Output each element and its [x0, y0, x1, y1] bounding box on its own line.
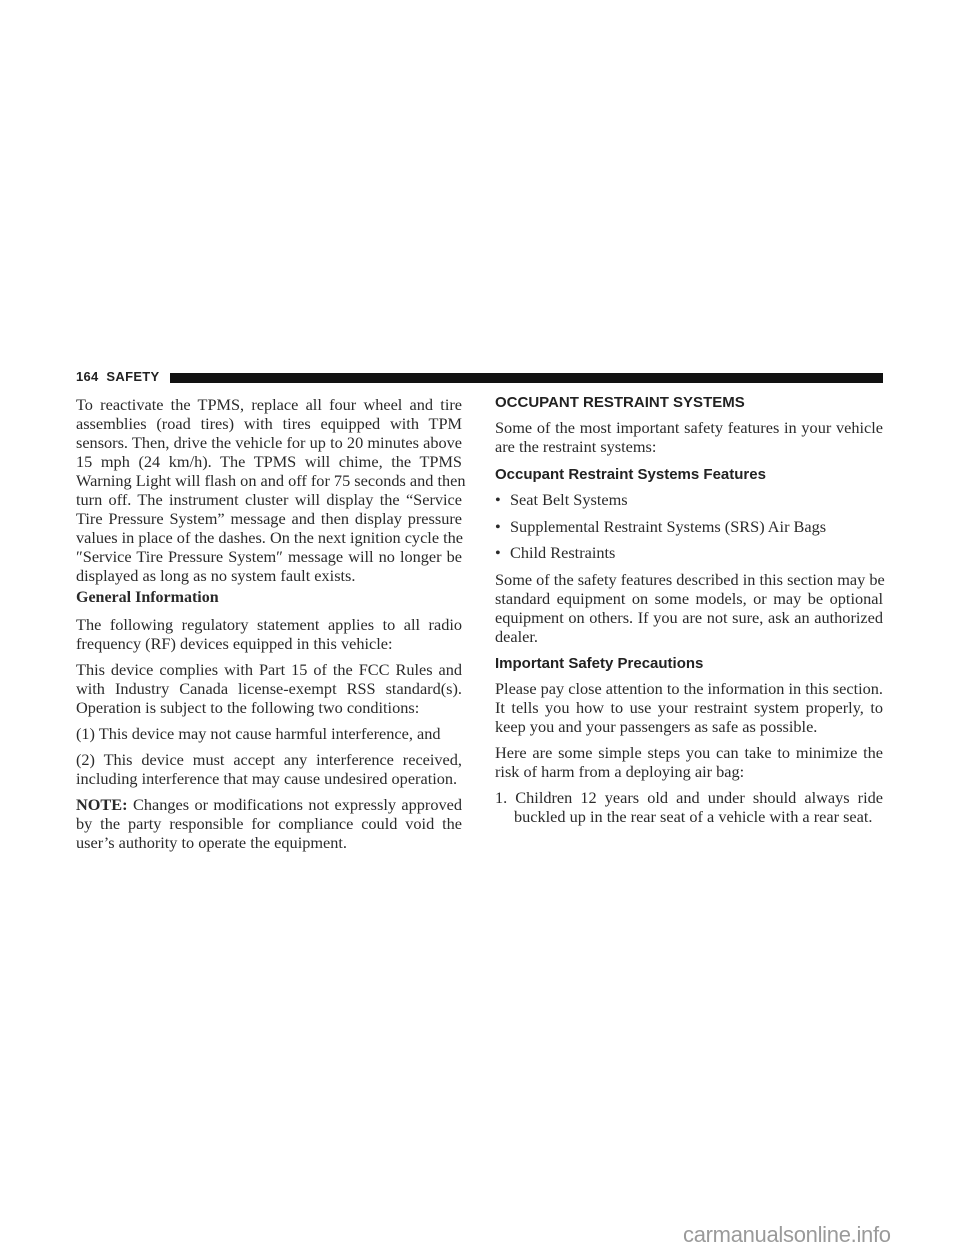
- text-line: equipment on others. If you are not sure, ask an authorized: [495, 608, 883, 627]
- text-line: sensors. Then, drive the vehicle for up to 20 minutes above: [76, 433, 462, 452]
- text-line: 1. Children 12 years old and under should always ride: [495, 788, 883, 807]
- paragraph-fcc: [76, 660, 462, 717]
- text-line: standard equipment on some models, or may be optional: [495, 589, 883, 608]
- text-line: buckled up in the rear seat of a vehicle with a rear seat.: [514, 807, 873, 826]
- text-line: Please pay close attention to the information in this section.: [495, 679, 883, 698]
- text-line: 15 mph (24 km/h). The TPMS will chime, the TPMS: [76, 452, 462, 471]
- bullet-item: [495, 517, 826, 536]
- text-line: displayed as long as no system fault exists.: [76, 566, 356, 585]
- note-label: NOTE:: [76, 795, 128, 814]
- paragraph-safety-features: [495, 570, 883, 646]
- text-line: risk of harm from a deploying air bag:: [495, 762, 745, 781]
- header-rule: [170, 373, 883, 383]
- text-line: by the party responsible for compliance could void the: [76, 814, 462, 833]
- bullet-item: [495, 490, 628, 509]
- text-line: assemblies (road tires) with tires equipped with TPM: [76, 414, 462, 433]
- bullet-text: Seat Belt Systems: [510, 490, 628, 509]
- text-line: Some of the safety features described in this section may be: [495, 570, 885, 589]
- watermark: carmanualsonline.info: [683, 1222, 891, 1247]
- precautions-heading: Important Safety Precautions: [495, 655, 704, 672]
- text-line: dealer.: [495, 627, 538, 646]
- text-line: The following regulatory statement applies to all radio: [76, 615, 462, 634]
- text-line: are the restraint systems:: [495, 437, 657, 456]
- bullet-icon: •: [495, 517, 501, 536]
- numbered-list-item-1: [495, 788, 883, 826]
- text-line: Here are some simple steps you can take to minimize the: [495, 743, 883, 762]
- text-line: ″Service Tire Pressure System″ message will no longer be: [76, 547, 462, 566]
- text-line: with Industry Canada license-exempt RSS standard(s).: [76, 679, 462, 698]
- paragraph-restraint-intro: [495, 418, 883, 456]
- text-line: Some of the most important safety features in your vehicle: [495, 418, 883, 437]
- bullet-text: Supplemental Restraint Systems (SRS) Air Bags: [510, 517, 827, 536]
- note-text: Changes or modifications not expressly approved: [127, 795, 462, 814]
- text-line: (1) This device may not cause harmful interference, and: [76, 724, 441, 743]
- text-line: To reactivate the TPMS, replace all four wheel and tire: [76, 395, 462, 414]
- paragraph-condition-2: [76, 750, 462, 788]
- paragraph-condition-1: [76, 724, 462, 743]
- page-number: 164: [76, 369, 99, 384]
- bullet-icon: •: [495, 543, 501, 562]
- paragraph-regulatory: [76, 615, 462, 653]
- text-line: turn off. The instrument cluster will display the “Service: [76, 490, 462, 509]
- bullet-icon: •: [495, 490, 501, 509]
- paragraph-tpms-reactivate: [76, 395, 466, 585]
- page-number-section: [76, 369, 160, 384]
- section-title: SAFETY: [106, 369, 160, 384]
- text-line: [76, 795, 462, 814]
- features-heading: Occupant Restraint Systems Features: [495, 466, 766, 483]
- text-line: frequency (RF) devices equipped in this vehicle:: [76, 634, 393, 653]
- text-line: Tire Pressure System” message and then display pressure: [76, 509, 462, 528]
- general-information-heading: General Information: [76, 589, 219, 606]
- text-line: values in place of the dashes. On the next ignition cycle the: [76, 528, 464, 547]
- text-line: (2) This device must accept any interference received,: [76, 750, 462, 769]
- bullet-item: [495, 543, 615, 562]
- text-line: keep you and your passengers as safe as possible.: [495, 717, 818, 736]
- text-line: Operation is subject to the following two conditions:: [76, 698, 420, 717]
- text-line: It tells you how to use your restraint system properly, to: [495, 698, 883, 717]
- text-line: Warning Light will flash on and off for 75 seconds and then: [76, 471, 466, 490]
- text-line: user’s authority to operate the equipment.: [76, 833, 347, 852]
- paragraph-attention: [495, 679, 883, 736]
- paragraph-steps: [495, 743, 883, 781]
- text-line: including interference that may cause undesired operation.: [76, 769, 458, 788]
- bullet-text: Child Restraints: [510, 543, 616, 562]
- text-line: This device complies with Part 15 of the FCC Rules and: [76, 660, 462, 679]
- occupant-restraint-heading: OCCUPANT RESTRAINT SYSTEMS: [495, 394, 745, 411]
- paragraph-note: [76, 795, 462, 852]
